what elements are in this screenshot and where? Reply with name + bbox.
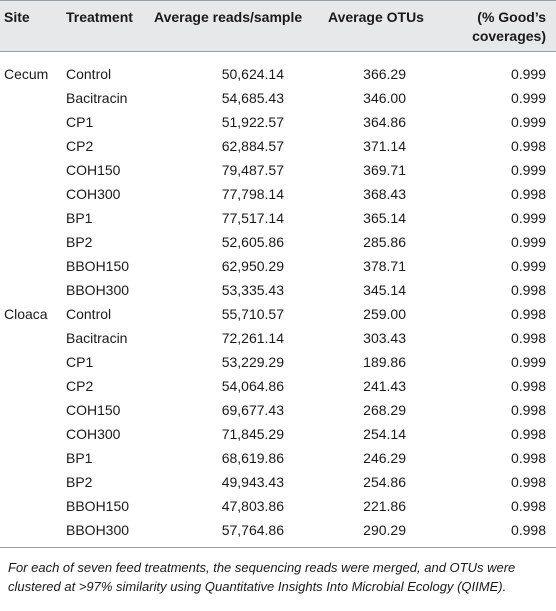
- cell-average-reads: 71,845.29: [221, 426, 284, 442]
- table-row: [0, 374, 556, 398]
- cell-site: [0, 494, 62, 518]
- cell-site: [0, 470, 62, 494]
- cell-average-reads: 62,950.29: [221, 258, 284, 274]
- cell-treatment: COH150: [66, 402, 121, 418]
- cell-goods-coverage: 0.999: [510, 354, 546, 370]
- cell-treatment: CP2: [66, 138, 94, 154]
- cell-treatment: BP1: [66, 210, 93, 226]
- cell-goods-coverage: 0.998: [510, 306, 546, 322]
- table-row: [0, 206, 556, 230]
- cell-goods-coverage: 0.999: [510, 66, 546, 82]
- cell-average-reads: 50,624.14: [221, 66, 284, 82]
- table-row: [0, 158, 556, 182]
- table-row: [0, 134, 556, 158]
- table-row: [0, 86, 556, 110]
- cell-average-otus: 303.43: [363, 330, 406, 346]
- table-row: [0, 494, 556, 518]
- cell-goods-coverage: 0.998: [510, 402, 546, 418]
- cell-site: [0, 518, 62, 548]
- table-row: [0, 422, 556, 446]
- cell-average-otus: 285.86: [363, 234, 406, 250]
- cell-average-reads: 47,803.86: [221, 498, 284, 514]
- cell-average-reads: 55,710.57: [221, 306, 284, 322]
- cell-goods-coverage: 0.998: [446, 518, 556, 548]
- cell-average-reads: 69,677.43: [221, 402, 284, 418]
- cell-goods-coverage: 0.998: [510, 282, 546, 298]
- cell-average-reads: 79,487.57: [221, 162, 284, 178]
- cell-treatment: BBOH300: [66, 282, 130, 298]
- cell-average-otus: 254.86: [363, 474, 406, 490]
- table-row: [0, 470, 556, 494]
- table-body: [0, 52, 556, 548]
- table-row: [0, 110, 556, 134]
- cell-average-otus: 290.29: [324, 518, 446, 548]
- cell-goods-coverage: 0.998: [510, 186, 546, 202]
- cell-average-reads: 68,619.86: [221, 450, 284, 466]
- cell-average-otus: 259.00: [363, 306, 406, 322]
- cell-treatment: Control: [66, 66, 112, 82]
- cell-goods-coverage: 0.998: [510, 330, 546, 346]
- cell-goods-coverage: 0.998: [510, 426, 546, 442]
- cell-treatment: Bacitracin: [66, 330, 128, 346]
- cell-site: Cecum: [4, 66, 49, 82]
- cell-goods-coverage: 0.999: [510, 162, 546, 178]
- cell-treatment: BBOH300: [62, 518, 150, 548]
- cell-site: Cloaca: [4, 306, 48, 322]
- table-row: [0, 52, 556, 87]
- cell-treatment: Bacitracin: [66, 90, 128, 106]
- cell-goods-coverage: 0.998: [510, 378, 546, 394]
- cell-goods-coverage: 0.998: [510, 450, 546, 466]
- cell-treatment: BBOH150: [66, 498, 130, 514]
- cell-average-otus: 254.14: [363, 426, 406, 442]
- cell-average-reads: 49,943.43: [221, 474, 284, 490]
- cell-site: [0, 182, 62, 206]
- cell-average-reads: 54,064.86: [221, 378, 284, 394]
- table-row: [0, 182, 556, 206]
- cell-average-reads: 53,335.43: [221, 282, 284, 298]
- table-row: [0, 230, 556, 254]
- cell-average-otus: 346.00: [363, 90, 406, 106]
- cell-site: [0, 446, 62, 470]
- cell-treatment: Control: [66, 306, 112, 322]
- cell-average-otus: 378.71: [363, 258, 406, 274]
- cell-site: [0, 134, 62, 158]
- cell-treatment: CP1: [66, 114, 94, 130]
- table-footnote: For each of seven feed treatments, the sequencing reads were merged, and OTUs were clustered at >97% similarity using Quantitative Insights Into Microbial Ecology (QIIME).: [8, 560, 516, 594]
- cell-treatment: BP1: [66, 450, 93, 466]
- cell-average-reads: 51,922.57: [221, 114, 284, 130]
- header-average-reads: Average reads/sample: [150, 1, 324, 52]
- cell-goods-coverage: 0.999: [510, 210, 546, 226]
- table-row: [0, 446, 556, 470]
- table-row: [0, 398, 556, 422]
- header-goods-coverage: (% Good’s coverages): [446, 1, 556, 52]
- cell-site: [0, 278, 62, 302]
- cell-site: [0, 230, 62, 254]
- cell-site: [0, 326, 62, 350]
- cell-average-reads: 62,884.57: [221, 138, 284, 154]
- cell-goods-coverage: 0.998: [510, 138, 546, 154]
- cell-treatment: BP2: [66, 474, 93, 490]
- table-row: [0, 350, 556, 374]
- cell-site: [0, 422, 62, 446]
- cell-average-otus: 368.43: [363, 186, 406, 202]
- cell-treatment: COH300: [66, 186, 121, 202]
- header-average-otus: Average OTUs: [324, 1, 446, 52]
- cell-site: [0, 374, 62, 398]
- cell-average-otus: 345.14: [363, 282, 406, 298]
- table-header: [0, 1, 556, 52]
- table-row: [0, 254, 556, 278]
- cell-average-otus: 246.29: [363, 450, 406, 466]
- cell-average-reads: 52,605.86: [221, 234, 284, 250]
- cell-average-otus: 268.29: [363, 402, 406, 418]
- cell-treatment: BBOH150: [66, 258, 130, 274]
- cell-average-reads: 77,517.14: [221, 210, 284, 226]
- cell-goods-coverage: 0.999: [510, 90, 546, 106]
- cell-average-otus: 364.86: [363, 114, 406, 130]
- cell-average-reads: 77,798.14: [221, 186, 284, 202]
- cell-treatment: CP2: [66, 378, 94, 394]
- table-row: [0, 302, 556, 326]
- cell-site: [0, 110, 62, 134]
- cell-average-otus: 241.43: [363, 378, 406, 394]
- cell-goods-coverage: 0.999: [510, 114, 546, 130]
- cell-treatment: BP2: [66, 234, 93, 250]
- cell-site: [0, 206, 62, 230]
- cell-average-otus: 371.14: [363, 138, 406, 154]
- cell-treatment: CP1: [66, 354, 94, 370]
- cell-goods-coverage: 0.999: [510, 258, 546, 274]
- table-row: [0, 326, 556, 350]
- table-row: [0, 518, 556, 548]
- cell-average-otus: 365.14: [363, 210, 406, 226]
- cell-average-reads: 54,685.43: [221, 90, 284, 106]
- cell-goods-coverage: 0.999: [510, 234, 546, 250]
- cell-average-reads: 53,229.29: [221, 354, 284, 370]
- cell-goods-coverage: 0.998: [510, 474, 546, 490]
- cell-treatment: COH300: [66, 426, 121, 442]
- cell-goods-coverage: 0.998: [510, 498, 546, 514]
- header-row: [0, 1, 556, 52]
- cell-site: [0, 398, 62, 422]
- cell-site: [0, 158, 62, 182]
- cell-site: [0, 254, 62, 278]
- cell-average-otus: 366.29: [363, 66, 406, 82]
- cell-site: [0, 350, 62, 374]
- cell-site: [0, 86, 62, 110]
- cell-treatment: COH150: [66, 162, 121, 178]
- cell-average-otus: 369.71: [363, 162, 406, 178]
- header-site: Site: [0, 1, 62, 52]
- header-treatment: Treatment: [62, 1, 150, 52]
- cell-average-otus: 221.86: [363, 498, 406, 514]
- cell-average-otus: 189.86: [363, 354, 406, 370]
- table-row: [0, 278, 556, 302]
- cell-average-reads: 57,764.86: [150, 518, 324, 548]
- cell-average-reads: 72,261.14: [221, 330, 284, 346]
